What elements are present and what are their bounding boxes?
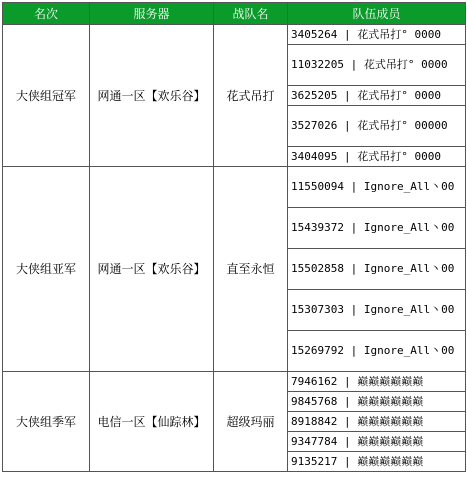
rank-cell: 大侠组冠军 (3, 25, 90, 167)
member-cell: 9845768 | 巅巅巅巅巅巅 (288, 392, 466, 412)
server-cell: 网通一区【欢乐谷】 (90, 167, 214, 372)
team-cell: 花式吊打 (214, 25, 288, 167)
member-cell: 9347784 | 巅巅巅巅巅巅 (288, 432, 466, 452)
table-row (3, 25, 466, 45)
member-cell: 15269792 | Ignore_All丶00 (288, 331, 466, 372)
server-cell: 电信一区【仙踪林】 (90, 372, 214, 472)
member-cell: 9135217 | 巅巅巅巅巅巅 (288, 452, 466, 472)
table-row (3, 167, 466, 208)
member-cell: 3625205 | 花式吊打° 0000 (288, 86, 466, 106)
team-cell: 超级玛丽 (214, 372, 288, 472)
rank-cell: 大侠组亚军 (3, 167, 90, 372)
member-cell: 15502858 | Ignore_All丶00 (288, 249, 466, 290)
header-server: 服务器 (90, 3, 214, 25)
member-cell: 15307303 | Ignore_All丶00 (288, 290, 466, 331)
member-cell: 3527026 | 花式吊打° 00000 (288, 106, 466, 147)
team-cell: 直至永恒 (214, 167, 288, 372)
header-members: 队伍成员 (288, 3, 466, 25)
member-cell: 15439372 | Ignore_All丶00 (288, 208, 466, 249)
member-cell: 3404095 | 花式吊打° 0000 (288, 147, 466, 167)
rank-cell: 大侠组季军 (3, 372, 90, 472)
server-cell: 网通一区【欢乐谷】 (90, 25, 214, 167)
member-cell: 8918842 | 巅巅巅巅巅巅 (288, 412, 466, 432)
table-row (3, 372, 466, 392)
header-rank: 名次 (3, 3, 90, 25)
member-cell: 11032205 | 花式吊打° 0000 (288, 45, 466, 86)
header-row (3, 3, 466, 25)
member-cell: 11550094 | Ignore_All丶00 (288, 167, 466, 208)
member-cell: 7946162 | 巅巅巅巅巅巅 (288, 372, 466, 392)
results-table (2, 2, 466, 472)
member-cell: 3405264 | 花式吊打° 0000 (288, 25, 466, 45)
header-team-name: 战队名 (214, 3, 288, 25)
